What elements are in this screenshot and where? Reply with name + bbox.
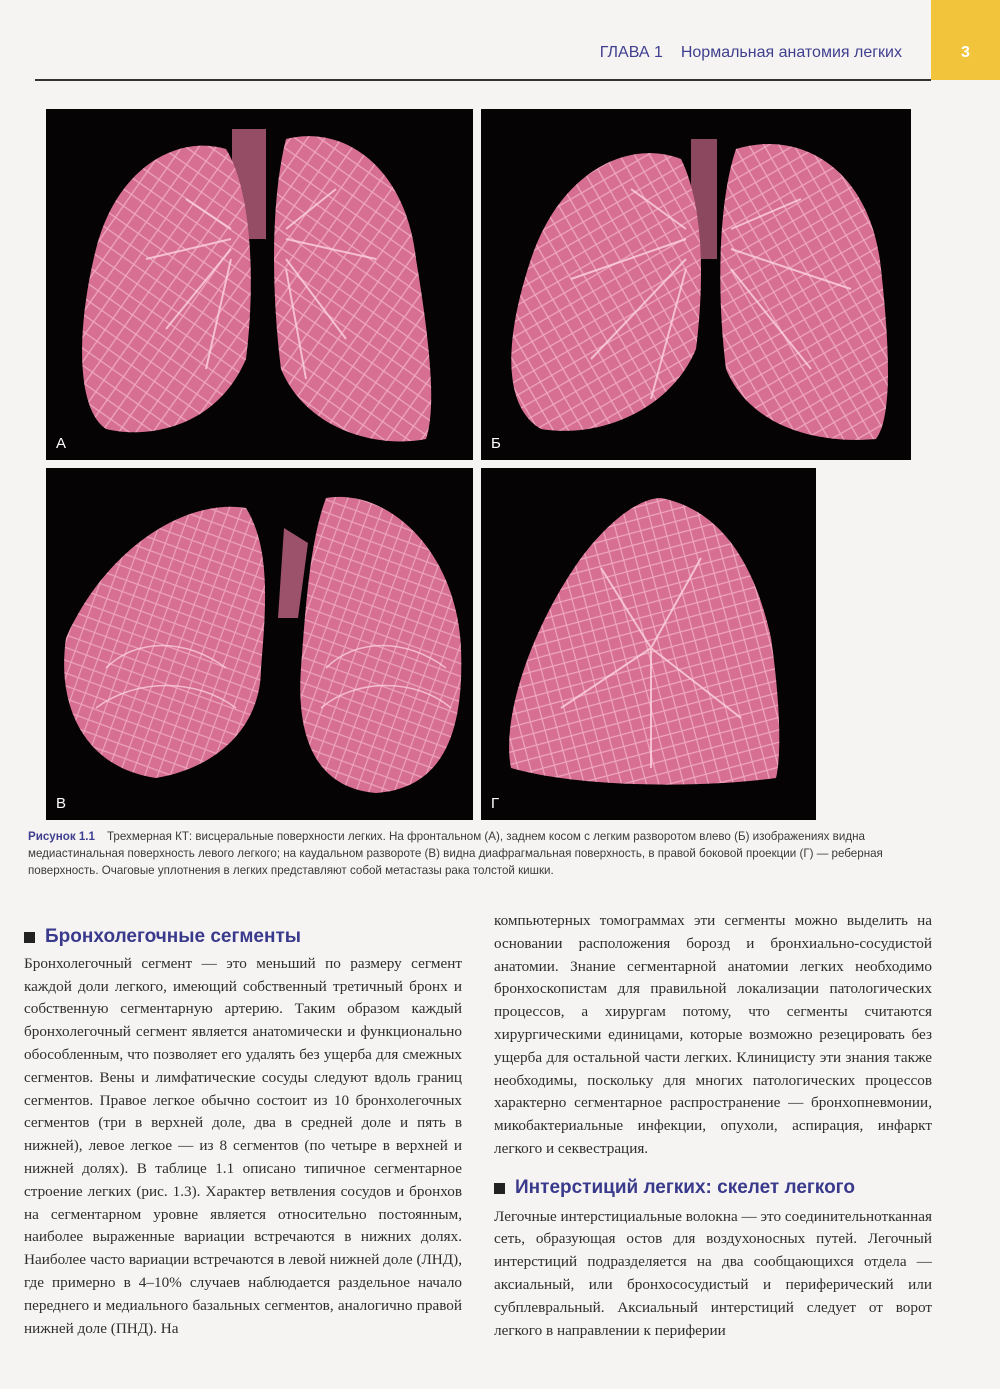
caption-label: Рисунок 1.1 bbox=[28, 830, 95, 843]
paragraph-segments-continued: компьютерных томограммах эти сегменты можно выделить на основании расположения борозд и бронхиально-сосудистой анатомии. Знание сегментарной анатомии легких необходимо бронхоскопистам для правильной локализации патологических процессов, а хирургам потому, что сегменты считаются хирургическими единицами, которые возможно резецировать без ущерба для остальной части легких. Клиницисту эти знания также необходимы, поскольку для многих патологических процессов характерно сегментарное распространение — бронхопневмонии, микобактериальные инфекции, опухоли, аспирация, инфаркт легкого и секвестрация. bbox=[494, 912, 932, 1157]
section-heading-text: Интерстиций легких: скелет легкого bbox=[515, 1176, 855, 1198]
panel-label-c: В bbox=[56, 795, 67, 812]
text-column-right bbox=[494, 910, 932, 1342]
running-head bbox=[600, 44, 902, 62]
header-rule bbox=[35, 79, 931, 81]
page-number-tab bbox=[931, 0, 1000, 80]
figure-panel-a bbox=[46, 109, 473, 460]
lung-illustration-right-lateral bbox=[481, 468, 816, 820]
figure-panel-c bbox=[46, 468, 473, 820]
section-heading-segments bbox=[24, 926, 462, 949]
figure-panel-b bbox=[481, 109, 911, 460]
heading-bullet-icon bbox=[24, 932, 35, 943]
panel-label-b: Б bbox=[491, 435, 501, 452]
panel-label-a: А bbox=[56, 435, 67, 452]
figure-panel-d bbox=[481, 468, 816, 820]
panel-label-d: Г bbox=[491, 795, 500, 812]
lung-illustration-caudal bbox=[46, 468, 473, 820]
paragraph-interstitium: Легочные интерстициальные волокна — это соединительнотканная сеть, образующая остов для воздухоносных путей. Легочный интерстиций подразделяется на два сообщающихся отдела — аксиальный, или бронхососудистый и периферический или субплевральный. Аксиальный интерстиций следует от ворот легкого в направлении к периферии bbox=[494, 1207, 932, 1339]
lung-illustration-frontal bbox=[46, 109, 473, 460]
section-heading-interstitium bbox=[494, 1177, 932, 1200]
figure-caption bbox=[28, 828, 936, 879]
paragraph-segments: Бронхолегочный сегмент — это меньший по размеру сегмент каждой доли легкого, имеющий собственный третичный бронх и собственную сегментарную артерию. Таким образом каждый бронхолегочный сегмент является анатомически и функционально обособленным, что позволяет его удалять без ущерба для смежных сегментов. Вены и лимфатические сосуды следуют вдоль границ сегментов. Правое легкое обычно состоит из 10 бронхолегочных сегментов (три в верхней доле, два в средней доле и пять в нижней), левое легкое — из 8 сегментов (по четыре в верхней и нижней долях). В таблице 1.1 описано типичное сегментарное строение легких (рис. 1.3). Характер ветвления сосудов и бронхов на сегментарном уровне является относительно постоянным, наиболее выраженные вариации встречаются в нижних долях. Наиболее часто вариации встречаются в левой нижней доле (ЛНД), где примерно в 4–10% случаев наблюдается раздельное начало переднего и медиального базальных сегментов, аналогично правой нижней доле (ПНД). На bbox=[24, 954, 462, 1337]
chapter-title: Нормальная анатомия легких bbox=[680, 44, 902, 61]
section-heading-text: Бронхолегочные сегменты bbox=[45, 926, 302, 947]
lung-illustration-posterior-oblique bbox=[481, 109, 911, 460]
chapter-label: ГЛАВА 1 bbox=[599, 44, 663, 61]
text-column-left bbox=[24, 910, 462, 1340]
page-number: 3 bbox=[961, 44, 970, 61]
heading-bullet-icon bbox=[494, 1183, 505, 1194]
page-header bbox=[0, 0, 1000, 80]
caption-text: Трехмерная КТ: висцеральные поверхности легких. На фронтальном (А), заднем косом с легким разворотом влево (Б) изображениях видна медиастинальная поверхность левого легкого; на каудальном развороте (В) видна диафрагмальная поверхность, в правой боковой проекции (Г) — реберная поверхность. Очаговые уплотнения в легких представляют собой метастазы рака толстой кишки. bbox=[28, 830, 883, 877]
